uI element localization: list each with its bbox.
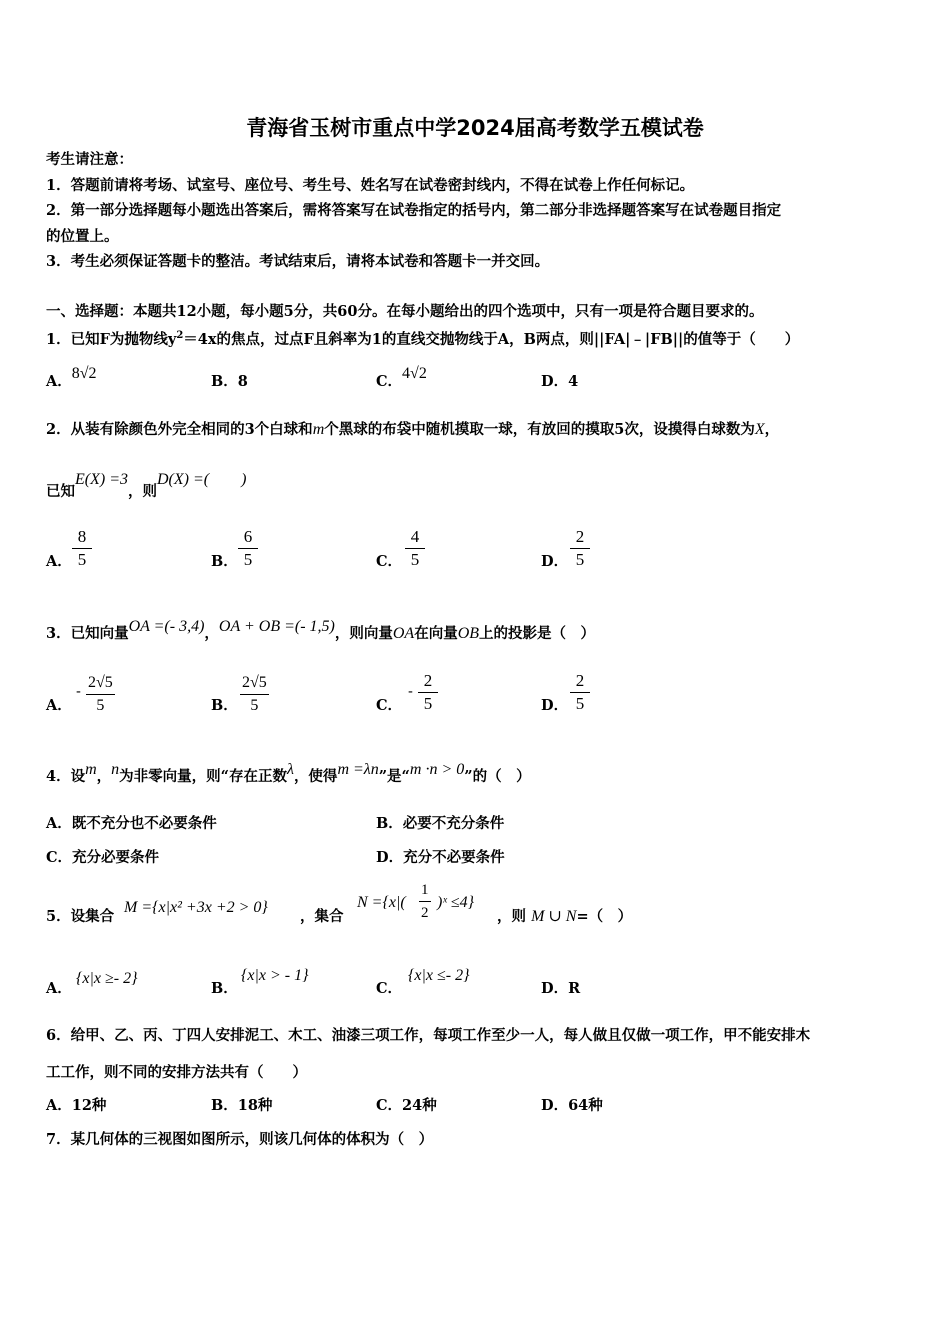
q5-set-m: M ={x|x² +3x +2 > 0}	[124, 899, 268, 916]
q5-option-c-value: {x|x ≤- 2}	[408, 967, 470, 984]
notice-line-1: 1．答题前请将考场、试室号、座位号、考生号、姓名写在试卷密封线内，不得在试卷上作任何标记。	[46, 177, 695, 194]
notice-line-2b: 的位置上。	[46, 228, 119, 245]
question-5-stem-c: ，则 M ∪ N=（ ）	[497, 908, 633, 925]
q5-option-b-label[interactable]: B．	[211, 980, 238, 997]
q5-set-n-fraction: $\frac{1}{2}$	[421, 882, 429, 921]
notice-line-3: 3．考生必须保证答题卡的整洁。考试结束后，请将本试卷和答题卡一并交回。	[46, 253, 550, 270]
q5-option-d[interactable]: D．R	[541, 980, 581, 997]
q3-option-d-fraction: $\frac{2}{5}$	[570, 671, 590, 715]
question-6-stem-b: 工工作，则不同的安排方法共有（ ）	[46, 1064, 307, 1081]
q3-option-b-label[interactable]: B．	[211, 697, 238, 714]
q4-option-c[interactable]: C．充分必要条件	[46, 849, 160, 866]
q6-option-d[interactable]: D．64种	[541, 1097, 603, 1114]
q5-set-n-left: N ={x|(	[357, 894, 406, 911]
q3-option-a-sign: -	[76, 684, 81, 700]
q3-option-c-sign: -	[408, 684, 413, 700]
question-6-stem-a: 6．给甲、乙、丙、丁四人安排泥工、木工、油漆三项工作，每项工作至少一人，每人做且仅做一项工作，甲不能安排木	[46, 1027, 811, 1044]
q4-option-a[interactable]: A．既不充分也不必要条件	[46, 815, 217, 832]
q6-option-a[interactable]: A．12种	[46, 1097, 107, 1114]
question-4-stem: 4．设m，n为非零向量，则“存在正数λ，使得m =λn”是“m ·n > 0”的（ ）	[46, 761, 531, 785]
question-7-stem: 7．某几何体的三视图如图所示，则该几何体的体积为（ ）	[46, 1131, 434, 1148]
q1-option-d[interactable]: D．4	[541, 373, 579, 390]
q3-option-c-fraction: $\frac{2}{5}$	[418, 671, 438, 715]
question-5-stem-b: ，集合	[300, 908, 344, 925]
q2-option-a-label[interactable]: A．	[46, 553, 72, 570]
q3-option-c-label[interactable]: C．	[376, 697, 403, 714]
q2-option-b-label[interactable]: B．	[211, 553, 238, 570]
q1-option-a[interactable]: A．8√2	[46, 365, 97, 390]
q5-option-c-label[interactable]: C．	[376, 980, 403, 997]
q5-option-a-value: {x|x ≥- 2}	[76, 970, 138, 987]
question-5-stem-a: 5．设集合	[46, 908, 115, 925]
page-title: 青海省玉树市重点中学2024届高考数学五模试卷	[246, 116, 704, 140]
q2-option-d-fraction: $\frac{2}{5}$	[570, 527, 590, 571]
q5-option-b-value: {x|x > - 1}	[241, 967, 309, 984]
question-3-stem: 3．已知向量OA =(- 3,4)，OA + OB =(- 1,5)，则向量OA在向量OB上的投影是（ ）	[46, 618, 596, 642]
q4-option-d[interactable]: D．充分不必要条件	[376, 849, 505, 866]
question-1-stem: 1．已知F为抛物线$y^2=4x$的焦点，过点F且斜率为1的直线交抛物线于A，B两点，则||FA|﹣|FB||的值等于（ ）	[46, 330, 800, 348]
q5-set-n-right: )ˣ ≤4}	[437, 894, 475, 911]
q2-option-b-fraction: $\frac{6}{5}$	[238, 527, 258, 571]
q3-option-d-label[interactable]: D．	[541, 697, 569, 714]
q3-option-a-fraction: $\frac{2√5}{5}$	[88, 674, 113, 714]
q1-option-c[interactable]: C．4√2	[376, 365, 427, 390]
q2-option-c-label[interactable]: C．	[376, 553, 403, 570]
section-heading: 一、选择题：本题共12小题，每小题5分，共60分。在每小题给出的四个选项中，只有一项是符合题目要求的。	[46, 303, 764, 320]
q2-option-d-label[interactable]: D．	[541, 553, 569, 570]
q2-option-a-fraction: $\frac{8}{5}$	[72, 527, 92, 571]
q1-option-b[interactable]: B．8	[211, 373, 248, 390]
q4-option-b[interactable]: B．必要不充分条件	[376, 815, 505, 832]
question-2-given: 已知E(X) =3，则D(X) =( )	[46, 471, 247, 500]
q3-option-a-label[interactable]: A．	[46, 697, 72, 714]
question-2-stem: 2．从装有除颜色外完全相同的3个白球和m个黑球的布袋中随机摸取一球，有放回的摸取5次，设摸得白球数为X，	[46, 421, 780, 438]
notice-line-2a: 2．第一部分选择题每小题选出答案后，需将答案写在试卷指定的括号内，第二部分非选择题答案写在试卷题目指定	[46, 202, 782, 219]
q6-option-c[interactable]: C．24种	[376, 1097, 437, 1114]
q6-option-b[interactable]: B．18种	[211, 1097, 273, 1114]
notice-heading: 考生请注意：	[46, 151, 133, 168]
q5-option-a-label[interactable]: A．	[46, 980, 72, 997]
q3-option-b-fraction: $\frac{2√5}{5}$	[242, 674, 267, 714]
q2-option-c-fraction: $\frac{4}{5}$	[405, 527, 425, 571]
